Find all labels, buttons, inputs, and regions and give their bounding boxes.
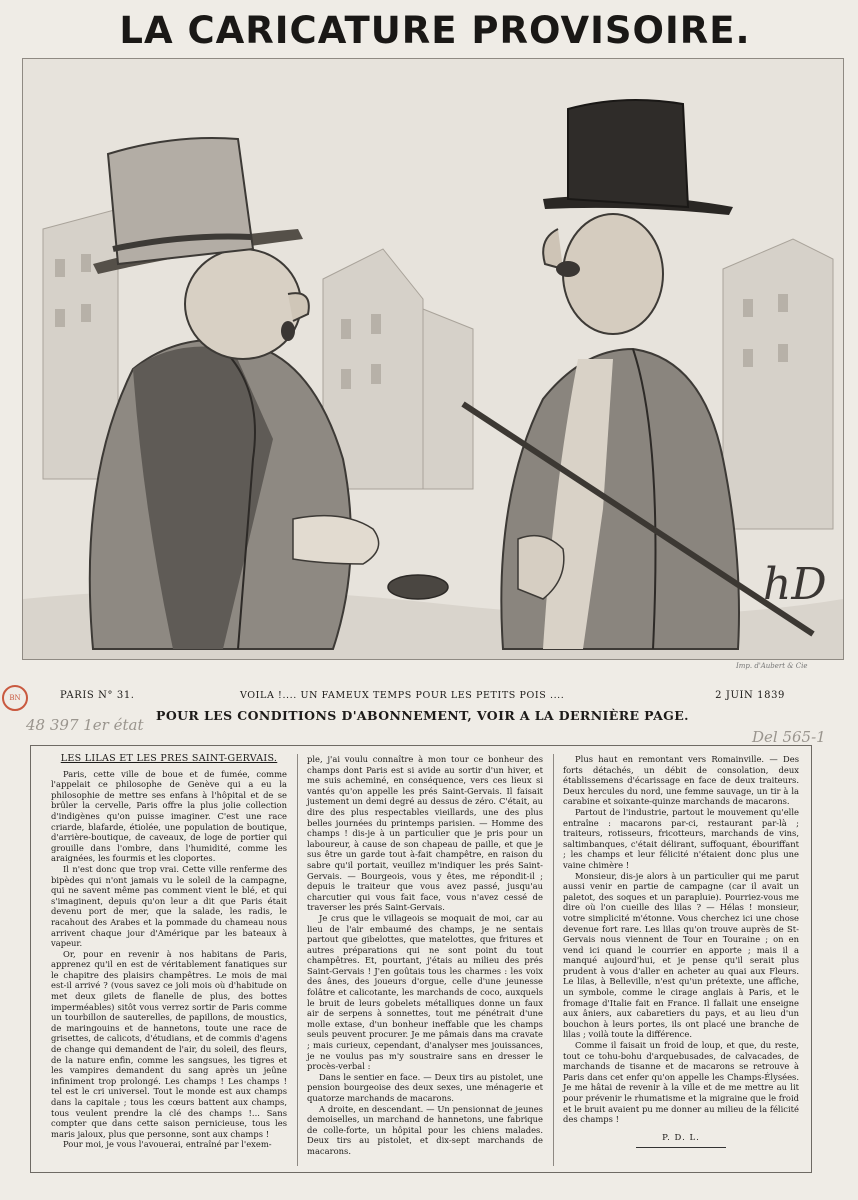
paragraph: Paris, cette ville de boue et de fumée, comme l'appelait ce philosophe de Genève qui a eu la philosophie de mettre ses enfans à l'hôpital et de se brûler la cervelle, Paris offre la plus jolie collection d'indigènes qu'on puisse imaginer. C'est une race criarde, blafarde, étiolée, une population de boutique, d'arrière-boutique, de caveaux, de loge de portier qui grouille dans l'ombre, dans l'humidité, comme les araignées, les fourmis et les cloportes. — [51, 768, 287, 864]
pencil-annotation-right: Del 565-1 — [752, 728, 826, 746]
issue-number: PARIS N° 31. — [60, 690, 135, 701]
plate-caption: VOILA !.... UN FAMEUX TEMPS POUR LES PETITS POIS .... — [240, 690, 565, 701]
printer-credit: Imp. d'Aubert & Cie — [736, 662, 808, 670]
paragraph: Comme il faisait un froid de loup, et que, du reste, tout ce tohu-bohu d'arquebusades, de calvacades, de marchands de tisanne et de macarons se retrouve à Paris dans cet enfer qu'on appelle les Champs-Élysées. Je me hâtai de revenir à la ville et de me mettre au lit pour prévenir le rhumatisme et la migraine que le froid et le bruit avaient pu me donner au milieu de la félicité des champs ! — [563, 1040, 799, 1125]
pencil-annotation-left: 48 397 1er état — [26, 716, 144, 734]
library-stamp: BN — [2, 685, 28, 711]
article-column-2 — [297, 754, 543, 1166]
paragraph: Il n'est donc que trop vrai. Cette ville renferme des bipèdes qui n'ont jamais vu le soleil de la campagne, qui ne savent même pas comment vient le blé, et qui s'imaginent, depuis qu'on leur a dit que Paris était devenu port de mer, que la salade, les radis, le racahout des Arabes et la pommade du chameau nous arrivent chaque jour d'Amérique par les bateaux à vapeur. — [51, 863, 287, 949]
paragraph: Je crus que le villageois se moquait de moi, car au lieu de l'air embaumé des champs, je ne sentais partout que gibelottes, que matelottes, que fritures et autres préparations qui ne sont point du tout champêtres. Et, pourtant, j'étais au milieu des prés Saint-Gervais ! J'en goûtais tous les charmes : les voix des ânes, des joueurs d'orgue, celle d'une jeunesse folâtre et calicotante, les marchands de coco, auxquels le bruit de leurs gobelets métalliques donne un faux air de serpens à sonnettes, tout me pénétrait d'une molle extase, d'un bonheur ineffable que les champs seuls peuvent procurer. Je me pâmais dans ma cravate ; mais curieux, cependant, d'analyser mes jouissances, je ne voulus pas m'y soustraire sans en dresser le procès-verbal : — [307, 912, 543, 1072]
article-signature: P. D. L. — [662, 1132, 700, 1143]
caption-row — [60, 690, 785, 706]
paragraph: Dans le sentier en face. — Deux tirs au pistolet, une pension bourgeoise des deux sexes, une ménagerie et quatorze marchands de macarons. — [307, 1071, 543, 1103]
subscription-notice: POUR LES CONDITIONS D'ABONNEMENT, VOIR A LA DERNIÈRE PAGE. — [156, 708, 689, 723]
paragraph: Monsieur, dis-je alors à un particulier qui me parut aussi venir en partie de campagne (car il avait un paletot, des soques et un parapluie). Pourriez-vous me dire où l'on cueille des lilas ? — Hélas ! monsieur, votre simplicité m'étonne. Vous cherchez ici une chose devenue fort rare. Les lilas qu'on trouve auprès de St-Gervais nous viennent de Tour en Touraine ; on en vend ici quand le courrier en apporte ; mais il a manqué aujourd'hui, et je pense qu'il serait plus prudent à vous d'aller en acheter au quai aux Fleurs. Le lilas, à Belleville, n'est qu'un prétexte, une affiche, un symbole, comme le cirage anglais à Paris, et le fromage d'Italie fait en France. Il fallait une enseigne aux âniers, aux cabaretiers du pays, et au lieu d'un bouchon à leurs portes, ils ont placé une branche de lilas ; voilà toute la différence. — [563, 870, 799, 1040]
artist-monogram: hD — [763, 559, 827, 610]
paragraph: Pour moi, je vous l'avouerai, entraîné par l'exem- — [63, 1139, 272, 1150]
signature-rule — [636, 1147, 726, 1148]
masthead-title: LA CARICATURE PROVISOIRE. — [119, 9, 751, 52]
paragraph: ple, j'ai voulu connaître à mon tour ce bonheur des champs dont Paris est si avide au sortir d'un hiver, et me suis acheminé, en conséquence, vers ces lieux si vantés qu'on appelle les prés Saint-Gervais. Il faisait justement un demi degré au dessus de zéro. C'était, au dire des plus respectables vieillards, une des plus belles journées du printemps parisien. — Homme des champs ! dis-je à un particulier que je pris pour un laboureur, à cause de son chapeau de paille, et que je sus être un garde tout à-fait champêtre, en raison du sabre qu'il portait, veuillez m'indiquer les prés Saint-Gervais. — Bourgeois, vous y êtes, me répondit-il ; depuis le traiteur que vous avez passé, jusqu'au charcutier qui vous fait face, vous n'avez cessé de traverser les prés Saint-Gervais. — [307, 754, 543, 913]
issue-date: 2 JUIN 1839 — [715, 690, 785, 701]
article-box — [30, 745, 812, 1173]
paragraph: Partout de l'industrie, partout le mouvement qu'elle entraîne : macarons par-ci, restaurant par-là ; traiteurs, rotisseurs, fricotteurs, marchands de vins, saltimbanques, c'était délirant, suffoquant, ébouriffant ; les champs et leur félicité n'étaient donc plus une vaine chimère ! — [563, 806, 799, 870]
article-title: LES LILAS ET LES PRÉS SAINT-GERVAIS. — [60, 754, 278, 764]
paragraph: Plus haut en remontant vers Romainville. — Des forts détachés, un débit de consolation, deux établissemens d'écarissage en face de deux traiteurs. Deux hercules du nord, une femme sauvage, un tir à la carabine et soixante-quinze marchands de macarons. — [563, 754, 799, 807]
lithograph-plate — [22, 58, 844, 660]
paragraph: A droite, en descendant. — Un pensionnat de jeunes demoiselles, un marchand de hannetons, une fabrique de colle-forte, un hôpital pour les chiens malades. Deux tirs au pistolet, et dix-sept marchands de macarons. — [307, 1103, 543, 1156]
article-column-3 — [553, 754, 799, 1166]
article-column-1 — [51, 754, 287, 1166]
paragraph: Or, pour en revenir à nos habitans de Paris, apprenez qu'il en est de véritablement fanatiques sur le chapitre des plaisirs champêtres. Le mois de mai est-il arrivé ? (vous savez ce joli mois où d'habitude on met deux gilets de flanelle de plus, des bottes imperméables) sitôt vous verrez sortir de Paris comme un tourbillon de sauterelles, de papillons, de moustics, de maringouins et de hannetons, toute une race de grisettes, de calicots, d'étudians, et de commis d'agens de change qui demandent de l'air, du soleil, des fleurs, de la nature enfin, comme les sangsues, les tigres et les vampires demandent du sang après un jeûne infiniment trop prolongé. Les champs ! Les champs ! tel est le cri universel. Tout le monde est aux champs dans la capitale ; tous les cœurs battent aux champs, tous veulent prendre la clé des champs !... Sans compter que dans cette saison pernicieuse, tous les maris jaloux, plus que personne, sont aux champs ! — [51, 948, 287, 1139]
caricature-illustration — [23, 59, 843, 659]
